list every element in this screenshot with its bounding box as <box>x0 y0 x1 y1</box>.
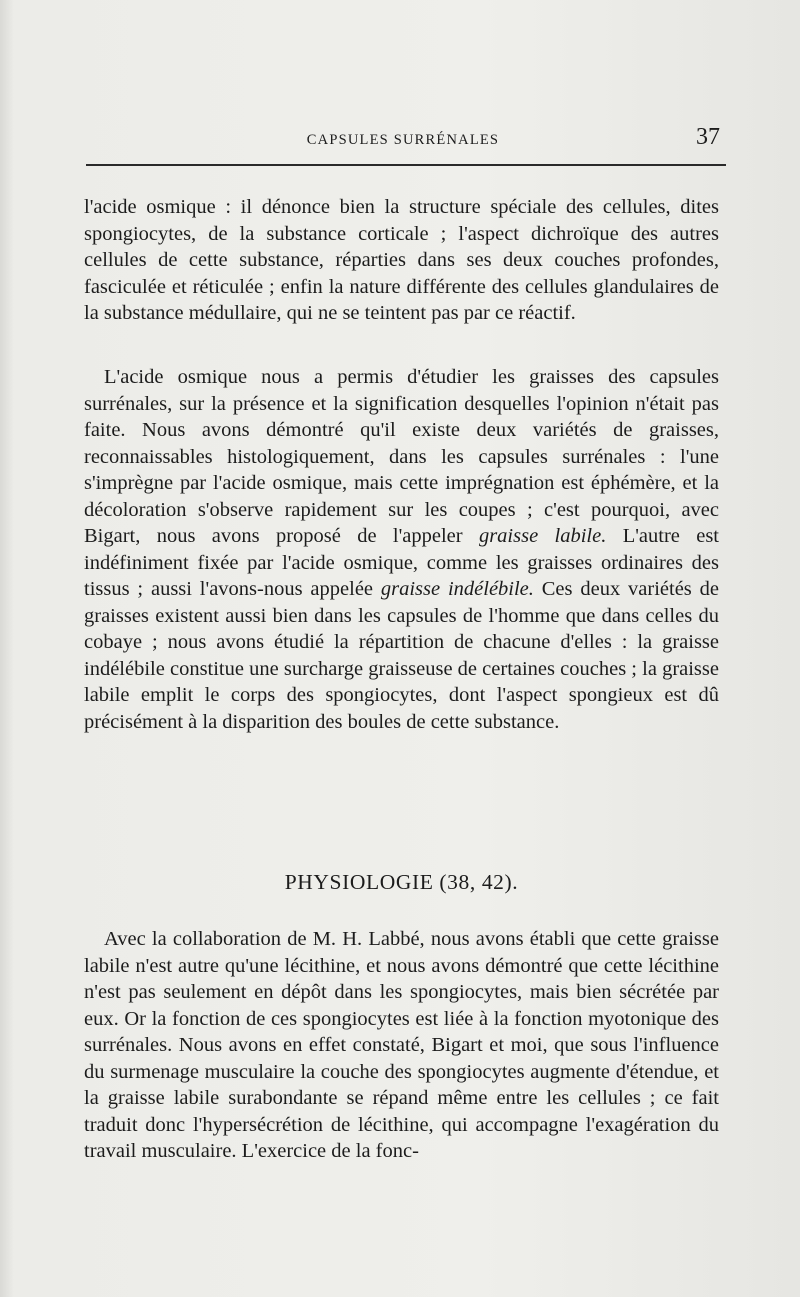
paragraph-physiology: Avec la collaboration de M. H. Labbé, nous avons établi que cette graisse labile n'est autre qu'une lécithine, et nous avons démontré que cette lécithine n'est pas seulement en dépôt dans les spongiocytes, mais bien sécrétée par eux. Or la fonction de ces spongiocytes est liée à la fonction myotonique des surrénales. Nous avons en effet constaté, Bigart et moi, que sous l'influence du surmenage musculaire la couche des spongiocytes augmente d'étendue, et la graisse labile surabondante se répand même entre les cellules ; ce fait traduit donc l'hypersécrétion de lécithine, qui accompagne l'exagération du travail musculaire. L'exercice de la fonc- <box>84 928 719 1162</box>
header-rule <box>86 164 726 166</box>
paragraph-continuation: l'acide osmique : il dénonce bien la structure spéciale des cellules, dites spongiocytes, de la substance corticale ; l'aspect dichroïque des autres cellules de cette substance, réparties dans ses deux couches profondes, fasciculée et réticulée ; enfin la nature différente des cellules glandulaires de la substance médullaire, qui ne se teintent pas par ce réactif. <box>84 196 719 324</box>
italic-term-graisse-labile: graisse labile. <box>478 525 607 547</box>
paragraph-text: L'autre est indéfiniment fixée par l'acide osmique, comme les graisses ordinaires des tissus ; aussi l'avons-nous appelée <box>84 525 719 600</box>
page-header <box>86 122 720 162</box>
paragraph-text: L'acide osmique nous a permis d'étudier les graisses des capsules surrénales, sur la présence et la signification desquelles l'opinion n'était pas faite. Nous avons démontré qu'il existe deux variétés de graisses, reconnaissables histologiquement, dans les capsules surrénales : l'une s'imprègne par l'acide osmique, mais cette imprégnation est éphémère, et la décoloration s'observe rapidement sur les coupes ; c'est pourquoi, avec Bigart, nous avons proposé de l'appeler <box>84 366 719 547</box>
paragraph-osmic-acid-fats <box>84 364 719 735</box>
italic-term-graisse-indelebile: graisse indélébile. <box>380 578 534 600</box>
paragraph-text: Ces deux variétés de graisses existent aussi bien dans les capsules de l'homme que dans celles du cobaye ; nous avons étudié la répartition de chacune d'elles : la graisse indélébile constitue une surcharge graisseuse de certaines couches ; la graisse labile emplit le corps des spongiocytes, dont l'aspect spongieux est dû précisément à la disparition des boules de cette substance. <box>84 578 719 733</box>
section-heading-physiologie: PHYSIOLOGIE (38, 42). <box>284 870 519 894</box>
running-title: CAPSULES SURRÉNALES <box>306 132 500 148</box>
page-number: 37 <box>696 124 720 150</box>
